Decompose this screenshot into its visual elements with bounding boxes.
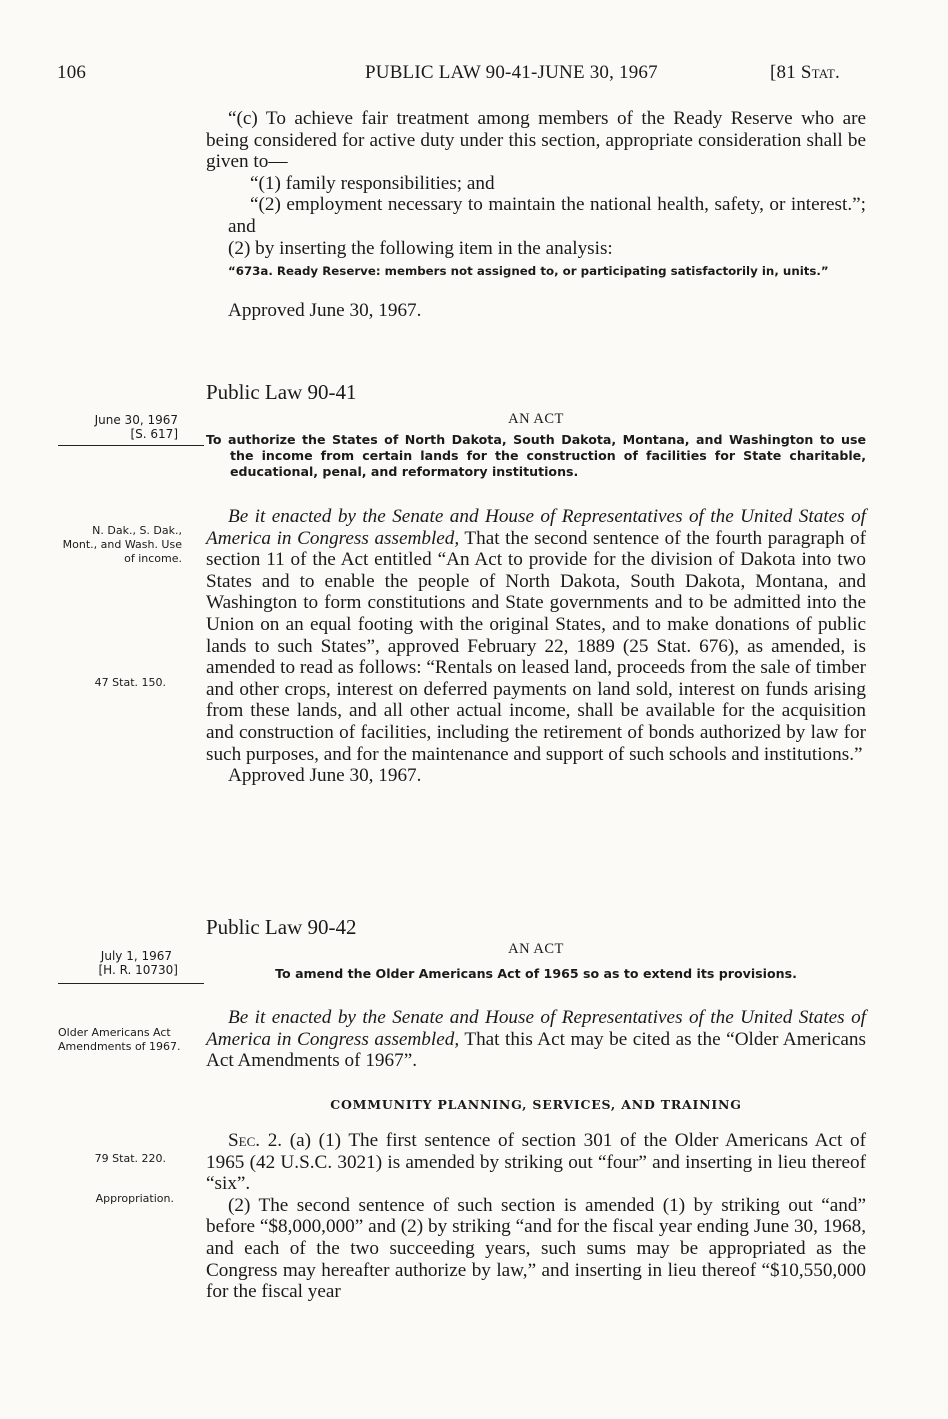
law-41-date-note: June 30, 1967 <box>94 413 178 427</box>
item-2: “(2) employment necessary to maintain the national health, safety, or interest.”; and <box>228 194 866 237</box>
side-note-79-stat: 79 Stat. 220. <box>94 1152 166 1165</box>
enacting-clause-41: Be it enacted by the Senate and House of Representatives of the United States of America in Congress assembled, <box>206 506 866 549</box>
margin-rule-41 <box>58 445 204 446</box>
volume-suffix: Stat. <box>800 62 840 83</box>
volume-ref <box>770 62 840 84</box>
law-41-title: Public Law 90-41 <box>206 380 357 404</box>
law-42-bill-note: [H. R. 10730] <box>98 963 178 977</box>
page-number: 106 <box>57 62 87 83</box>
paragraph-c: “(c) To achieve fair treatment among members of the Ready Reserve who are being considered for active duty under this section, appropriate consideration shall be given to— <box>206 108 866 173</box>
margin-rule-42 <box>58 983 204 984</box>
law-41-an-act: AN ACT <box>508 411 564 427</box>
law-42-an-act: AN ACT <box>508 941 564 957</box>
approved-line-2: Approved June 30, 1967. <box>228 765 422 787</box>
law-41-summary: To authorize the States of North Dakota, South Dakota, Montana, and Washington to use the income from certain lands for the construction of facilities for State charitable, educational, penal, and reformatory institutions. <box>206 432 866 479</box>
side-note-states: N. Dak., S. Dak., Mont., and Wash. Use of income. <box>62 524 182 565</box>
side-note-short-title: Older Americans Act Amendments of 1967. <box>58 1026 181 1053</box>
law-41-body <box>206 506 866 787</box>
enacting-clause-42: Be it enacted by the Senate and House of Representatives of the United States of America in Congress assembled, <box>206 1007 866 1050</box>
side-note-47-stat: 47 Stat. 150. <box>94 676 166 689</box>
law-42-summary: To amend the Older Americans Act of 1965 so as to extend its provisions. <box>275 966 797 981</box>
sec-2-label: Sec. 2. <box>228 1130 283 1151</box>
running-title: PUBLIC LAW 90-41-JUNE 30, 1967 <box>365 62 658 83</box>
analysis-line: “673a. Ready Reserve: members not assigned to, or participating satisfactorily in, units.” <box>228 264 829 278</box>
law-41-text: That the second sentence of the fourth paragraph of section 11 of the Act entitled “An Act to provide for the division of Dakota into two States and to enable the people of North Dakota, South Dakota, Montana, and Washington to form constitutions and State governments and to be admitted into the Union on an equal footing with the original States, and to make donations of public lands to such States”, approved February 22, 1889 (25 Stat. 676), as amended, is amended to read as follows: “Rentals on leased land, proceeds from the sale of timber and other crops, interest on deferred payments on land sold, interest on funds arising from these lands, and all other actual income, shall be available for the acquisition and construction of facilities, including the retirement of bonds authorized by law for such purposes, and for the maintenance and support of such schools and institutions.” <box>206 527 866 765</box>
law-42-body <box>206 1007 866 1072</box>
law-41-bill-note: [S. 617] <box>130 427 178 441</box>
item-analysis: (2) by inserting the following item in the analysis: <box>228 237 613 259</box>
section-2-body <box>206 1130 866 1303</box>
section-c-block <box>206 108 866 259</box>
side-note-appropriation: Appropriation. <box>95 1192 174 1205</box>
volume-prefix: [81 <box>770 62 796 83</box>
law-42-text: That this Act may be cited as the “Older Americans Act Amendments of 1967”. <box>206 1028 866 1072</box>
section-heading: COMMUNITY PLANNING, SERVICES, AND TRAINING <box>330 1097 742 1112</box>
sec-2-paragraph-2: (2) The second sentence of such section is amended (1) by striking out “and” before “$8,000,000” and (2) by striking “and for the fiscal year ending June 30, 1968, and each of the two succeeding years, such sums may be appropriated as the Congress may hereafter authorize by law,” and inserting in lieu thereof “$10,550,000 for the fiscal year <box>206 1194 866 1303</box>
law-42-date-note: July 1, 1967 <box>100 949 172 963</box>
sec-2-text: (a) (1) The first sentence of section 301 of the Older Americans Act of 1965 (42 U.S.C. 3021) is amended by striking out “four” and inserting in lieu thereof “six”. <box>206 1130 866 1195</box>
law-42-title: Public Law 90-42 <box>206 915 357 939</box>
item-1: “(1) family responsibilities; and <box>250 172 495 194</box>
approved-line-1: Approved June 30, 1967. <box>228 300 422 321</box>
